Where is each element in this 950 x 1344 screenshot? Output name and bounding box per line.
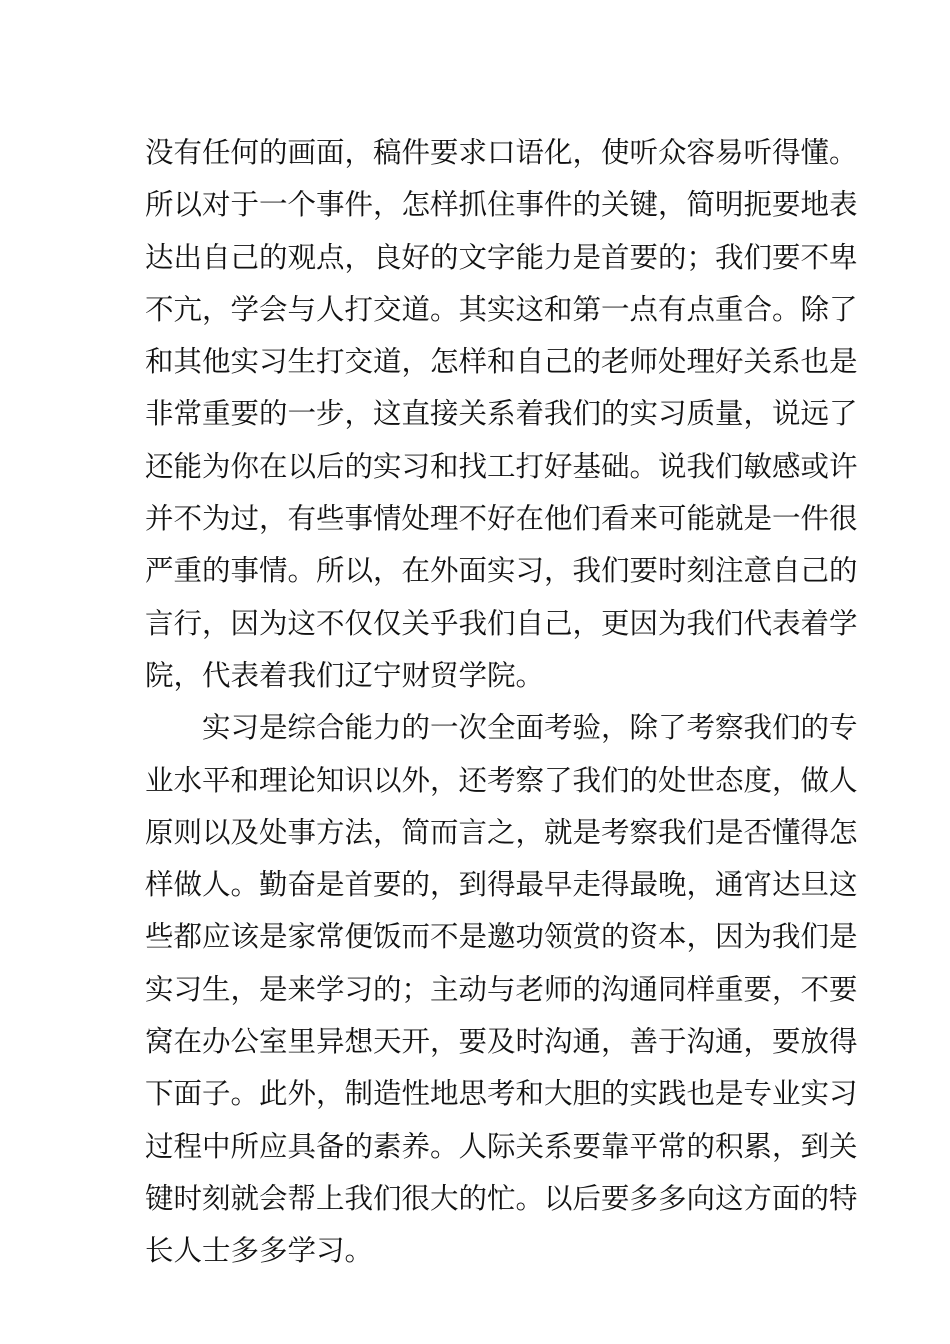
text-line: 下面子。此外，制造性地思考和大胆的实践也是专业实习 (145, 1077, 858, 1111)
text-line: 没有任何的画面，稿件要求口语化，使听众容易听得懂。 (145, 136, 858, 169)
text-line: 原则以及处事方法，简而言之，就是考察我们是否懂得怎 (145, 815, 858, 849)
text-line: 实习生，是来学习的；主动与老师的沟通同样重要，不要 (145, 972, 858, 1006)
text-line: 样做人。勤奋是首要的，到得最早走得最晚，通宵达旦这 (145, 868, 858, 902)
text-line: 窝在办公室里异想天开，要及时沟通，善于沟通，要放得 (145, 1025, 858, 1059)
body-text (145, 127, 858, 1278)
text-line: 达出自己的观点，良好的文字能力是首要的；我们要不卑 (145, 240, 858, 274)
text-line: 键时刻就会帮上我们很大的忙。以后要多多向这方面的特 (145, 1181, 858, 1215)
text-line: 不亢，学会与人打交道。其实这和第一点有点重合。除了 (145, 292, 858, 326)
text-line: 非常重要的一步，这直接关系着我们的实习质量，说远了 (145, 397, 858, 431)
text-line: 和其他实习生打交道，怎样和自己的老师处理好关系也是 (145, 345, 858, 379)
text-line: 院，代表着我们辽宁财贸学院。 (145, 658, 545, 692)
text-line: 实习是综合能力的一次全面考验，除了考察我们的专 (202, 711, 858, 745)
text-line: 过程中所应具备的素养。人际关系要靠平常的积累，到关 (145, 1129, 858, 1163)
paragraph-2 (145, 702, 858, 1277)
text-line: 所以对于一个事件，怎样抓住事件的关键，简明扼要地表 (145, 188, 858, 222)
text-line: 还能为你在以后的实习和找工打好基础。说我们敏感或许 (145, 449, 858, 483)
text-line: 并不为过，有些事情处理不好在他们看来可能就是一件很 (145, 502, 858, 536)
paragraph-1 (145, 127, 858, 702)
text-line: 长人士多多学习。 (145, 1234, 374, 1268)
text-line: 些都应该是家常便饭而不是邀功领赏的资本，因为我们是 (145, 920, 858, 954)
text-line: 业水平和理论知识以外，还考察了我们的处世态度，做人 (145, 763, 858, 797)
text-line: 严重的事情。所以，在外面实习，我们要时刻注意自己的 (145, 554, 858, 588)
text-line: 言行，因为这不仅仅关乎我们自己，更因为我们代表着学 (145, 606, 858, 640)
